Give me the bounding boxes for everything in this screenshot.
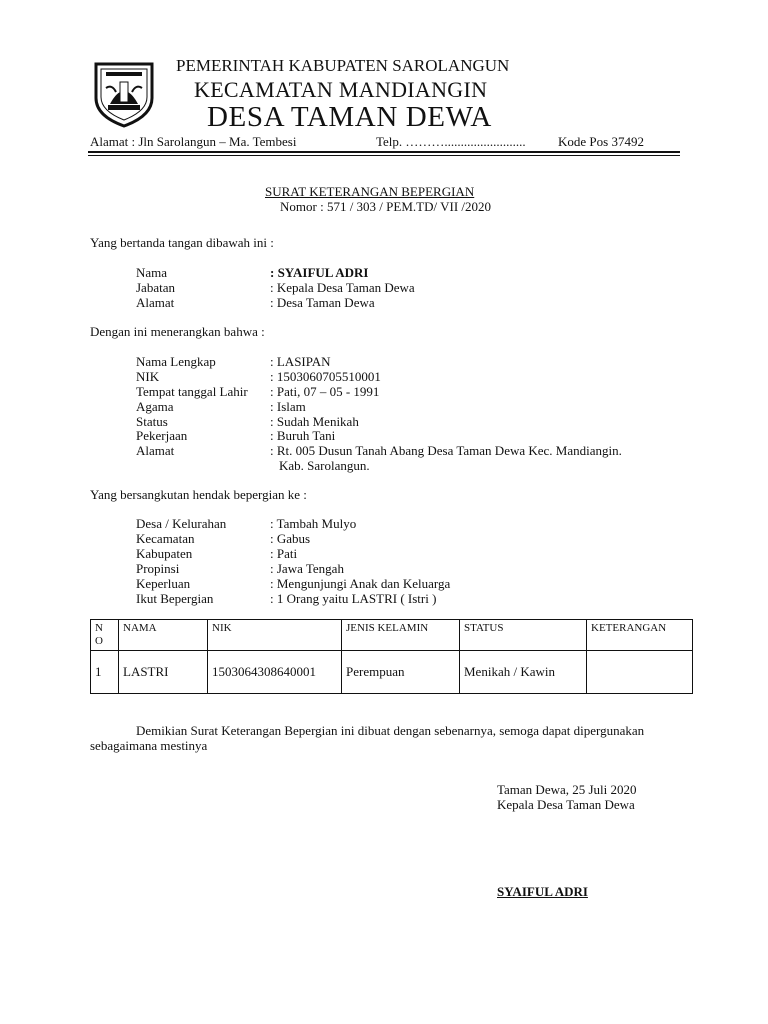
table-header-row — [91, 620, 693, 651]
subject-value: : Buruh Tani — [270, 428, 336, 443]
column-header-status: STATUS — [460, 620, 587, 651]
travel-label: Keperluan — [136, 576, 191, 591]
signature-place-date: Taman Dewa, 25 Juli 2020 — [497, 782, 637, 797]
letterhead-divider-thick — [88, 151, 680, 153]
column-header-name: NAMA — [119, 620, 208, 651]
signatory-value: : Desa Taman Dewa — [270, 295, 375, 310]
document-title: SURAT KETERANGAN BEPERGIAN — [265, 184, 475, 199]
travel-label: Kabupaten — [136, 546, 193, 561]
travel-value: : Mengunjungi Anak dan Keluarga — [270, 576, 451, 591]
letterhead-address: Alamat : Jln Sarolangun – Ma. Tembesi — [90, 134, 297, 149]
subject-label: Nama Lengkap — [136, 354, 216, 369]
column-header-nik: NIK — [208, 620, 342, 651]
column-header-remarks: KETERANGAN — [587, 620, 693, 651]
signature-position: Kepala Desa Taman Dewa — [497, 797, 635, 812]
column-header-gender: JENIS KELAMIN — [342, 620, 460, 651]
signatory-intro: Yang bertanda tangan dibawah ini : — [90, 235, 274, 250]
document-number: Nomor : 571 / 303 / PEM.TD/ VII /2020 — [280, 199, 492, 214]
subject-label: NIK — [136, 369, 160, 384]
regency-logo — [92, 58, 156, 128]
column-header-no: N O — [91, 620, 119, 651]
travel-value: : Jawa Tengah — [270, 561, 344, 576]
companions-table — [90, 619, 693, 694]
travel-value: : Gabus — [270, 531, 311, 546]
letterhead-phone: Telp. ………......................... — [376, 134, 526, 149]
travel-value: : Pati — [270, 546, 298, 561]
travel-label: Kecamatan — [136, 531, 195, 546]
table-cell: Perempuan — [342, 651, 460, 694]
travel-label: Ikut Bepergian — [136, 591, 214, 606]
letterhead-district: KECAMATAN MANDIANGIN — [194, 77, 488, 102]
closing-statement-continuation: sebagaimana mestinya — [90, 738, 208, 753]
subject-label: Status — [136, 414, 168, 429]
subject-value: : Rt. 005 Dusun Tanah Abang Desa Taman Dewa Kec. Mandiangin. — [270, 443, 622, 458]
subject-intro: Dengan ini menerangkan bahwa : — [90, 324, 265, 339]
table-cell: LASTRI — [119, 651, 208, 694]
signature-name: SYAIFUL ADRI — [497, 884, 588, 899]
travel-label: Propinsi — [136, 561, 180, 576]
table-cell: 1503064308640001 — [208, 651, 342, 694]
table-cell: Menikah / Kawin — [460, 651, 587, 694]
travel-value: : 1 Orang yaitu LASTRI ( Istri ) — [270, 591, 437, 606]
closing-statement: Demikian Surat Keterangan Bepergian ini dibuat dengan sebenarnya, semoga dapat dipergunakan — [136, 723, 645, 738]
subject-value: : Sudah Menikah — [270, 414, 359, 429]
signatory-label: Jabatan — [136, 280, 175, 295]
table-cell — [587, 651, 693, 694]
signatory-value: : SYAIFUL ADRI — [270, 265, 369, 280]
subject-label: Tempat tanggal Lahir — [136, 384, 248, 399]
letterhead-village: DESA TAMAN DEWA — [207, 101, 492, 133]
table-cell: 1 — [91, 651, 119, 694]
table-row — [91, 651, 693, 694]
subject-value: : 1503060705510001 — [270, 369, 381, 384]
subject-label: Pekerjaan — [136, 428, 188, 443]
letterhead-postal-code: Kode Pos 37492 — [558, 134, 644, 149]
travel-label: Desa / Kelurahan — [136, 516, 227, 531]
subject-value: : LASIPAN — [270, 354, 331, 369]
letterhead-divider-thin — [88, 155, 680, 156]
signatory-value: : Kepala Desa Taman Dewa — [270, 280, 415, 295]
subject-label: Agama — [136, 399, 174, 414]
travel-value: : Tambah Mulyo — [270, 516, 357, 531]
subject-address-continuation: Kab. Sarolangun. — [279, 458, 370, 473]
signatory-label: Alamat — [136, 295, 175, 310]
subject-label: Alamat — [136, 443, 175, 458]
signatory-label: Nama — [136, 265, 168, 280]
letterhead-government: PEMERINTAH KABUPATEN SAROLANGUN — [176, 56, 510, 75]
subject-value: : Islam — [270, 399, 306, 414]
travel-intro: Yang bersangkutan hendak bepergian ke : — [90, 487, 307, 502]
subject-value: : Pati, 07 – 05 - 1991 — [270, 384, 380, 399]
